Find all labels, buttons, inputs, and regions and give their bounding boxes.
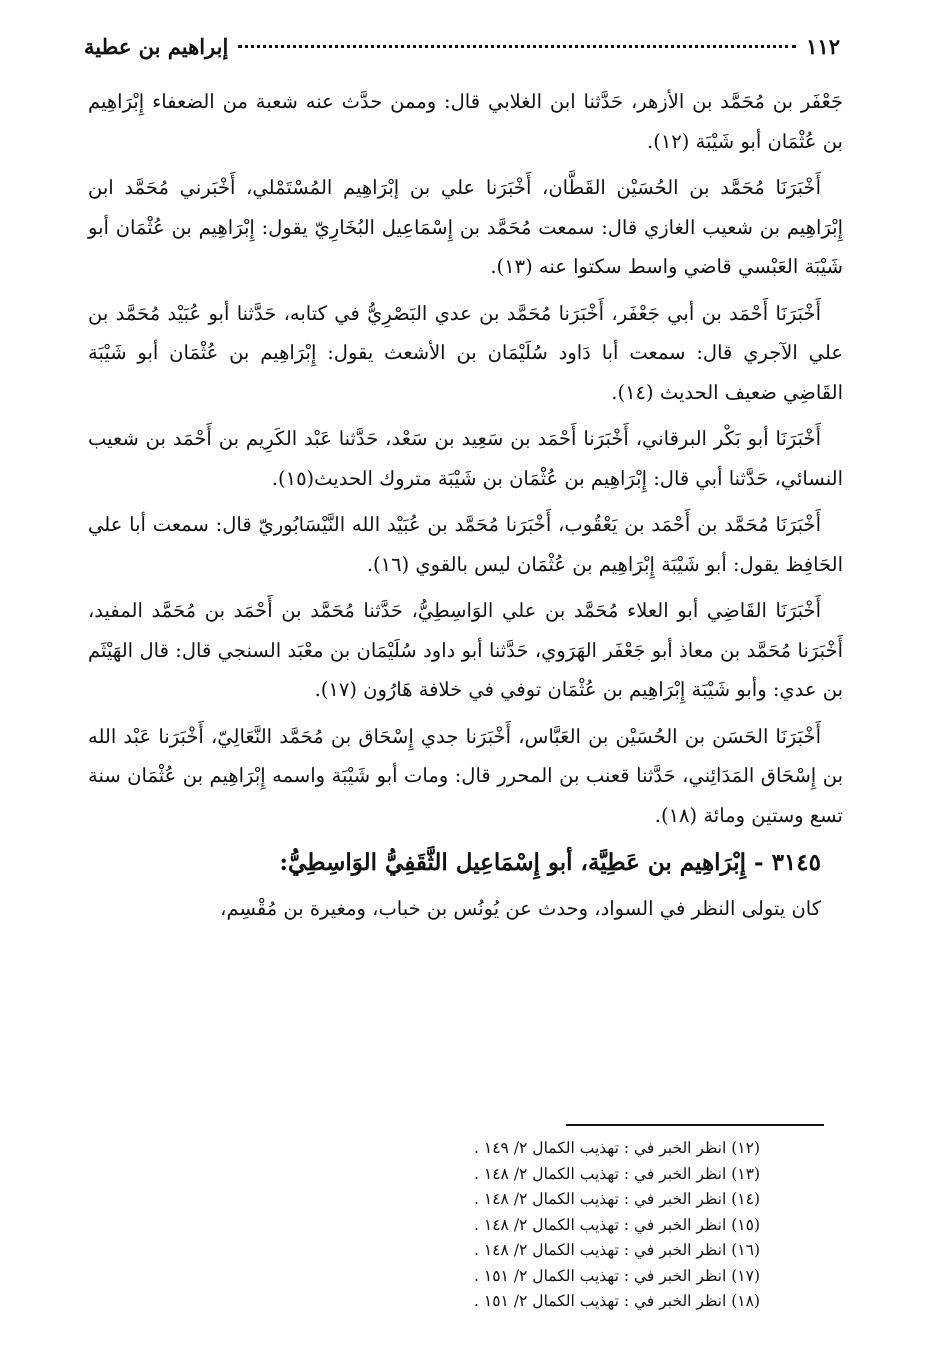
footnote: (١٧) انظر الخبر في : تهذيب الكمال ٢/ ١٥١ . xyxy=(474,1266,760,1285)
header-dotted-leader xyxy=(238,45,796,48)
paragraph: أَخْبَرَنَا القَاضِي أبو العلاء مُحَمَّد بن علي الوَاسِطِيُّ، حَدَّثنا مُحَمَّد بن أَحْمَد بن مُحَمَّد المفيد، أَخْبَرَنا مُحَمَّد بن معاذ أبو جَعْفَر الهَرَوي، حَدَّثنا أبو داود سُلَيْمَان بن معْبَد السنجي قال: قال الهَيْثَم بن عدي: وأبو شَيْبَة إِبْرَاهِيم بن عُثْمَان توفي في خلافة هَارُون (١٧). xyxy=(88,599,843,701)
paragraph: جَعْفَر بن مُحَمَّد بن الأزهر، حَدَّثنا ابن الغلابي قال: وممن حدَّث عنه شعبة من الضعفاء إِبْرَاهِيم بن عُثْمَان أبو شَيْبَة (١٢). xyxy=(88,90,843,153)
footnote: (١٢) انظر الخبر في : تهذيب الكمال ٢/ ١٤٩ . xyxy=(474,1139,760,1157)
footnote: (١٦) انظر الخبر في : تهذيب الكمال ٢/ ١٤٨ . xyxy=(474,1241,760,1259)
footnotes-list xyxy=(380,1136,760,1315)
page-number: ١١٢ xyxy=(806,34,840,59)
footnote: (١٣) انظر الخبر في : تهذيب الكمال ٢/ ١٤٨ . xyxy=(474,1164,760,1183)
footnote: (١٤) انظر الخبر في : تهذيب الكمال ٢/ ١٤٨ . xyxy=(474,1190,760,1208)
footnote: (١٥) انظر الخبر في : تهذيب الكمال ٢/ ١٤٨ . xyxy=(474,1215,760,1234)
paragraph: أَخْبَرَنَا أبو بَكْر البرقاني، أَخْبَرَنا أَحْمَد بن سَعِيد بن سَعْد، حَدَّثنا عَبْد الكَرِيم بن أَحْمَد بن شعيب النسائي، حَدَّثنا أبي قال: إِبْرَاهِيم بن عُثْمَان بن شَيْبَة متروك الحديث(١٥). xyxy=(88,427,843,490)
paragraph: أَخْبَرَنَا مُحَمَّد بن أَحْمَد بن يَعْقُوب، أَخْبَرَنا مُحَمَّد بن عُبَيْد الله النَّيْسَابُوريّ قال: سمعت أبا علي الحَافِظ يقول: أبو شَيْبَة إِبْرَاهِيم بن عُثْمَان ليس بالقوي (١٦). xyxy=(88,513,843,576)
page-header xyxy=(84,34,840,59)
paragraph: أَخْبَرَنَا الحَسَن بن الحُسَيْن بن العَبَّاس، أَخْبَرَنا جدي إِسْحَاق بن مُحَمَّد النَّعَالِيّ، أَخْبَرَنا عَبْد الله بن إِسْحَاق المَدَائِني، حَدَّثنا قعنب بن المحرر قال: ومات أبو شَيْبَة واسمه إِبْرَاهِيم بن عُثْمَان سنة تسع وستين ومائة (١٨). xyxy=(88,724,843,827)
running-title: إبراهيم بن عطية xyxy=(84,34,229,59)
paragraph: أَخْبَرَنَا مُحَمَّد بن الحُسَيْن القَطَّان، أَخْبَرَنا علي بن إبْرَاهِيم المُسْتَمْلي، أَخْبَرني مُحَمَّد ابن إِبْرَاهِيم بن شعيب الغازي قال: سمعت مُحَمَّد بن إِسْمَاعِيل البُخَارِيّ يقول: إِبْرَاهِيم بن عُثْمَان أبو شَيْبَة العَبْسي قاضي واسط سكتوا عنه (١٣). xyxy=(88,176,843,278)
main-text xyxy=(88,82,843,935)
paragraph: أَخْبَرَنَا أَحْمَد بن أبي جَعْفَر، أَخْبَرَنا مُحَمَّد بن عدي البَصْرِيُّ في كتابه، حَدَّثنا أبو عُبَيْد مُحَمَّد بن علي الآجري قال: سمعت أبا دَاود سُلَيْمَان بن الأشعث يقول: إِبْرَاهِيم بن عُثْمَان أبو شَيْبَة القَاضِي ضعيف الحديث (١٤). xyxy=(88,301,843,404)
footnote-separator xyxy=(566,1124,824,1126)
entry-title: ٣١٤٥ - إِبْرَاهِيم بن عَطِيَّة، أبو إِسْمَاعِيل الثَّقَفِيُّ الوَاسِطِيُّ: xyxy=(279,849,821,876)
footnote: (١٨) انظر الخبر في : تهذيب الكمال ٢/ ١٥١ . xyxy=(474,1292,760,1310)
entry-first-line: كان يتولى النظر في السواد، وحدث عن يُونُس بن خباب، ومغيرة بن مُقْسِم، xyxy=(220,896,821,920)
